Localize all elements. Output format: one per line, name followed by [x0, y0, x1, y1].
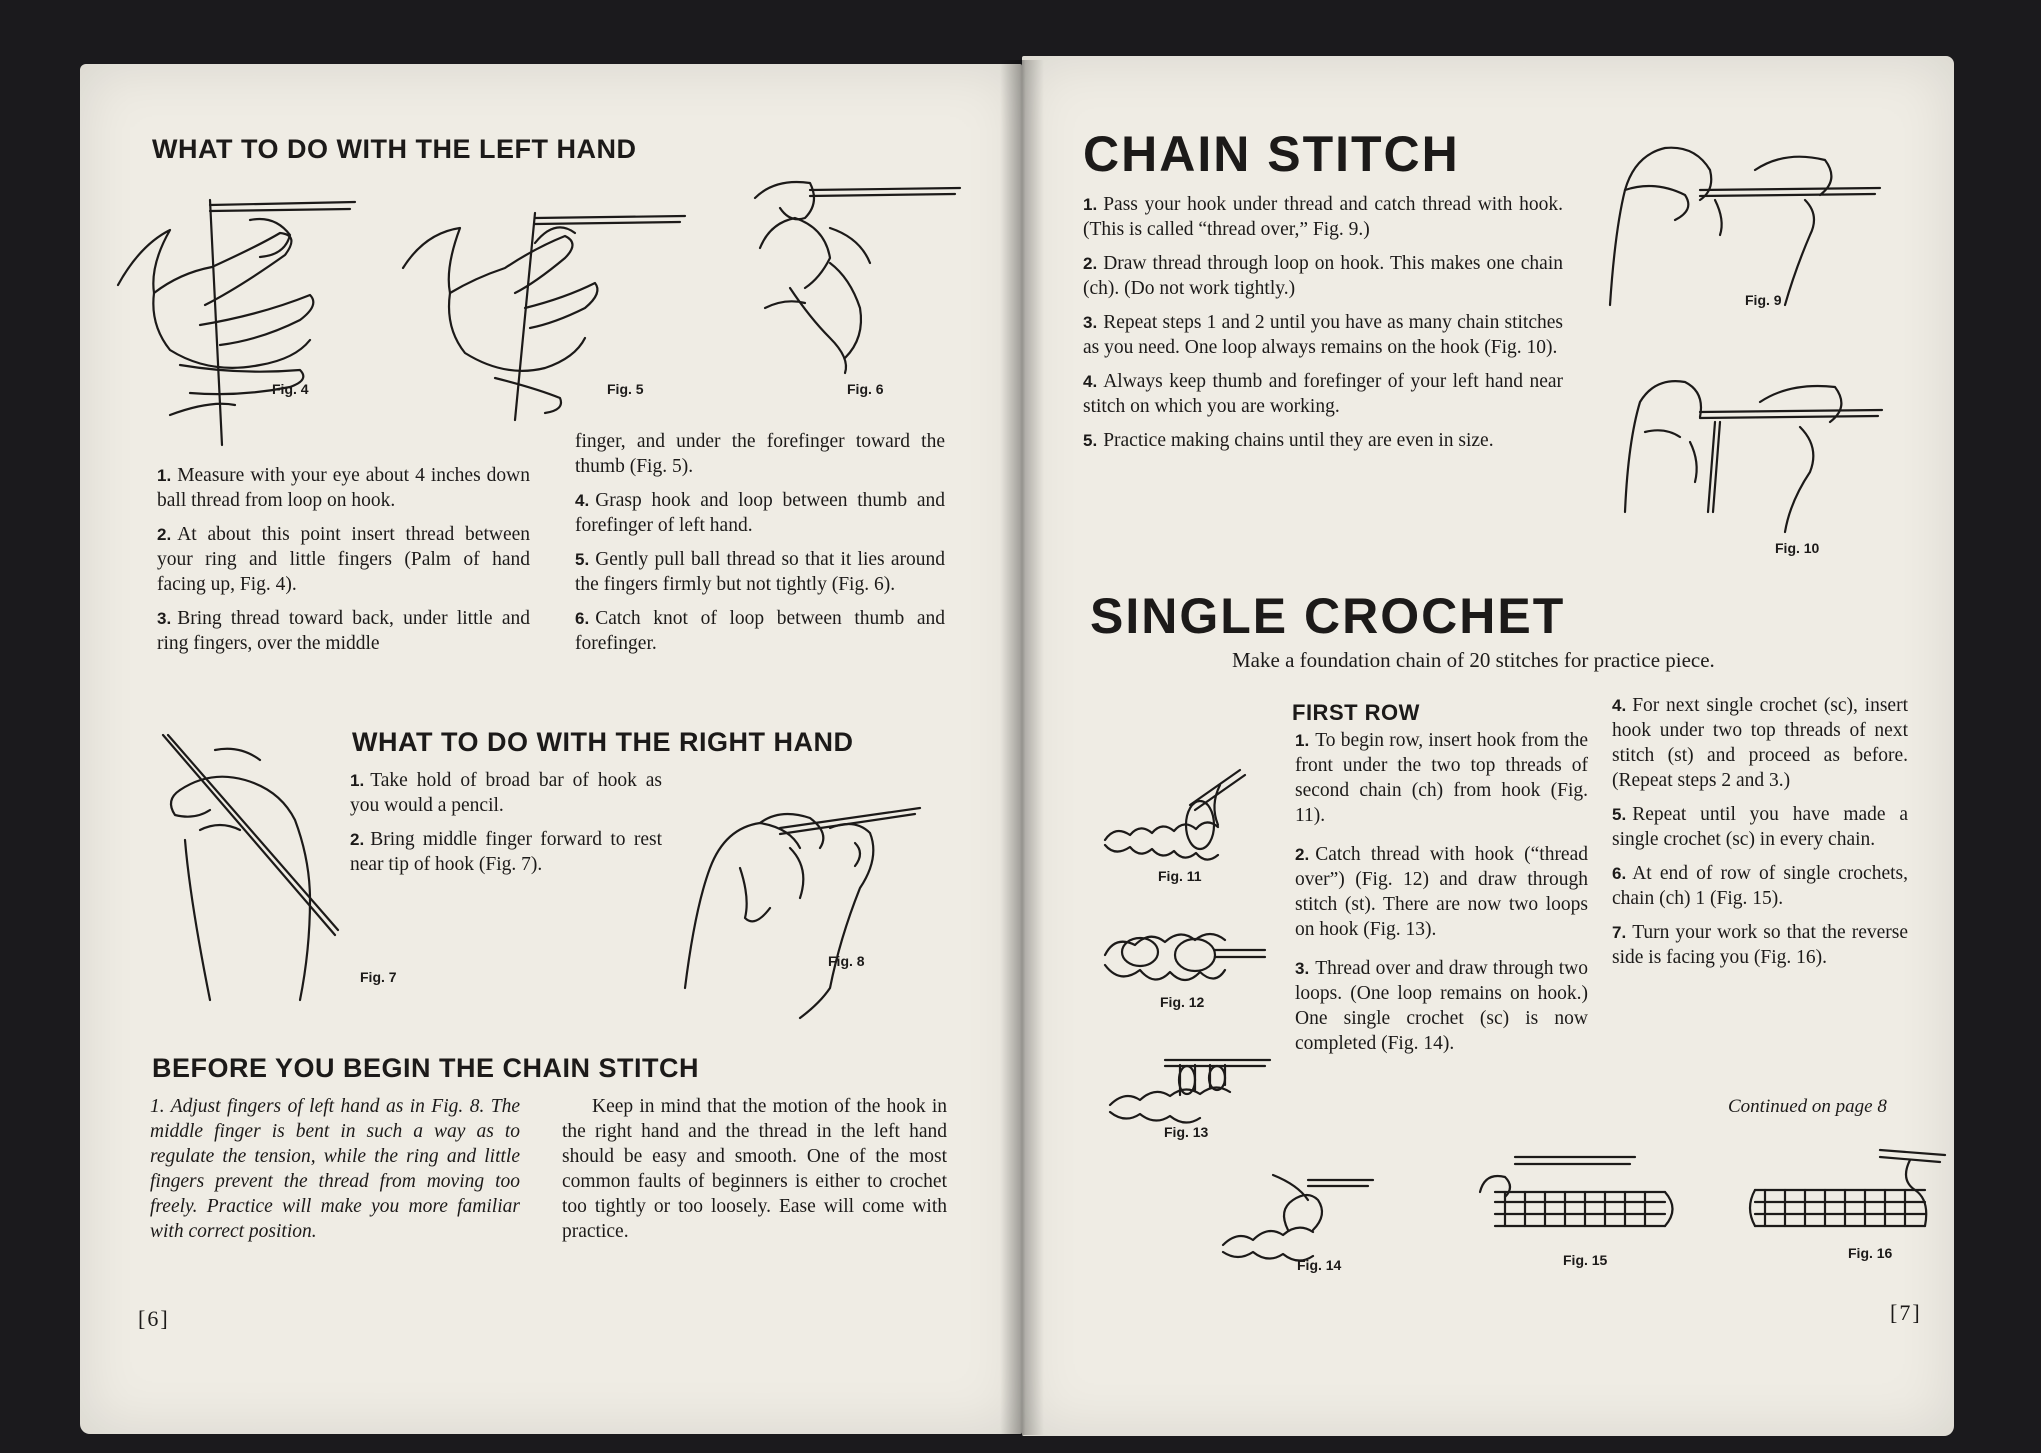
sc-step-3: 3. Thread over and draw through two loops. (One loop remains on hook.) One single crochet (sc) is now completed (Fig. 14). [1295, 958, 1588, 1054]
left-hand-step-1: 1. Measure with your eye about 4 inches down ball thread from loop on hook. [157, 465, 530, 511]
fig-10-illustration [1620, 372, 1885, 547]
fig-7-caption: Fig. 7 [360, 969, 397, 985]
fig-14-caption: Fig. 14 [1297, 1257, 1342, 1273]
fig-10-caption: Fig. 10 [1775, 540, 1820, 556]
fig-16-caption: Fig. 16 [1848, 1245, 1893, 1261]
sc-step-7: 7. Turn your work so that the reverse side is facing you (Fig. 16). [1612, 922, 1908, 968]
right-hand-steps [350, 768, 662, 886]
chain-step-2: 2. Draw thread through loop on hook. This makes one chain (ch). (Do not work tightly.) [1083, 253, 1563, 299]
fig-5-caption: Fig. 5 [607, 381, 644, 397]
chain-step-3: 3. Repeat steps 1 and 2 until you have as many chain stitches as you need. One loop always remains on the hook (Fig. 10). [1083, 312, 1563, 358]
before-chain-text-1: 1. Adjust fingers of left hand as in Fig. 8. The middle finger is bent in such a way as to regulate the tension, while the ring and little fingers prevent the thread from moving too freely. Practice will make you more familiar with correct position. [150, 1096, 520, 1242]
chain-stitch-steps [1083, 192, 1563, 462]
before-chain-col1 [150, 1094, 520, 1253]
right-hand-step-2: 2. Bring middle finger forward to rest near tip of hook (Fig. 7). [350, 829, 662, 875]
fig-6-caption: Fig. 6 [847, 381, 884, 397]
left-hand-step-4: 4. Grasp hook and loop between thumb and forefinger of left hand. [575, 490, 945, 536]
fig-6-illustration [750, 168, 965, 383]
fig-7-illustration [160, 730, 340, 1005]
fig-8-illustration [680, 788, 920, 1020]
left-hand-step-3: 3. Bring thread toward back, under little and ring fingers, over the middle [157, 608, 530, 654]
single-crochet-steps-b [1612, 693, 1908, 979]
left-hand-heading: WHAT TO DO WITH THE LEFT HAND [152, 134, 637, 164]
fig-9-illustration [1605, 140, 1885, 310]
sc-step-6: 6. At end of row of single crochets, chain (ch) 1 (Fig. 15). [1612, 863, 1908, 909]
chain-step-1: 1. Pass your hook under thread and catch thread with hook. (This is called “thread over,” Fig. 9.) [1083, 194, 1563, 240]
fig-9-caption: Fig. 9 [1745, 292, 1782, 308]
single-crochet-steps-a [1295, 728, 1588, 1065]
left-page-number: [6] [138, 1306, 170, 1331]
fig-11-illustration [1100, 765, 1260, 865]
single-crochet-intro: Make a foundation chain of 20 stitches for practice piece. [1232, 648, 1715, 672]
fig-14-illustration [1218, 1170, 1378, 1260]
fig-15-caption: Fig. 15 [1563, 1252, 1608, 1268]
chain-step-4: 4. Always keep thumb and forefinger of your left hand near stitch on which you are working. [1083, 371, 1563, 417]
sc-step-2: 2. Catch thread with hook (“thread over”) (Fig. 12) and draw through stitch (st). There are now two loops on hook (Fig. 13). [1295, 844, 1588, 940]
left-hand-steps-col2 [575, 429, 945, 665]
right-hand-heading: WHAT TO DO WITH THE RIGHT HAND [352, 727, 854, 757]
right-page-number: [7] [1890, 1300, 1922, 1325]
fig-4-caption: Fig. 4 [272, 381, 309, 397]
left-hand-step-6: 6. Catch knot of loop between thumb and forefinger. [575, 608, 945, 654]
chain-stitch-heading: CHAIN STITCH [1083, 126, 1460, 182]
before-chain-heading: BEFORE YOU BEGIN THE CHAIN STITCH [152, 1053, 700, 1083]
fig-8-caption: Fig. 8 [828, 953, 865, 969]
sc-step-5: 5. Repeat until you have made a single crochet (sc) in every chain. [1612, 804, 1908, 850]
before-chain-col2 [562, 1094, 947, 1253]
fig-16-illustration [1750, 1140, 1950, 1235]
fig-11-caption: Fig. 11 [1158, 868, 1202, 884]
sc-step-1: 1. To begin row, insert hook from the front under the two top threads of second chain (ch) from hook (Fig. 11). [1295, 730, 1588, 826]
before-chain-text-2: Keep in mind that the motion of the hook in the right hand and the thread in the left hand should be easy and smooth. One of the most common faults of beginners is either to crochet too tightly or too loosely. Ease will come with practice. [562, 1096, 947, 1242]
continued-note: Continued on page 8 [1728, 1096, 1887, 1117]
left-hand-steps-col1 [157, 463, 530, 665]
fig-12-caption: Fig. 12 [1160, 994, 1205, 1010]
left-hand-step-5: 5. Gently pull ball thread so that it lies around the fingers firmly but not tightly (Fig. 6). [575, 549, 945, 595]
left-hand-step-3-cont: finger, and under the forefinger toward the thumb (Fig. 5). [575, 431, 945, 477]
chain-step-5: 5. Practice making chains until they are even in size. [1083, 430, 1494, 451]
fig-15-illustration [1475, 1152, 1690, 1242]
first-row-heading: FIRST ROW [1292, 700, 1420, 725]
fig-12-illustration [1100, 910, 1270, 995]
fig-4-illustration [110, 175, 340, 450]
sc-step-4: 4. For next single crochet (sc), insert hook under two top threads of next stitch (st) and proceed as before. (Repeat steps 2 and 3.) [1612, 695, 1908, 791]
right-hand-step-1: 1. Take hold of broad bar of hook as you would a pencil. [350, 770, 662, 816]
fig-13-caption: Fig. 13 [1164, 1124, 1209, 1140]
single-crochet-heading: SINGLE CROCHET [1090, 588, 1566, 644]
fig-13-illustration [1105, 1040, 1275, 1125]
left-hand-step-2: 2. At about this point insert thread between your ring and little fingers (Palm of hand facing up, Fig. 4). [157, 524, 530, 595]
